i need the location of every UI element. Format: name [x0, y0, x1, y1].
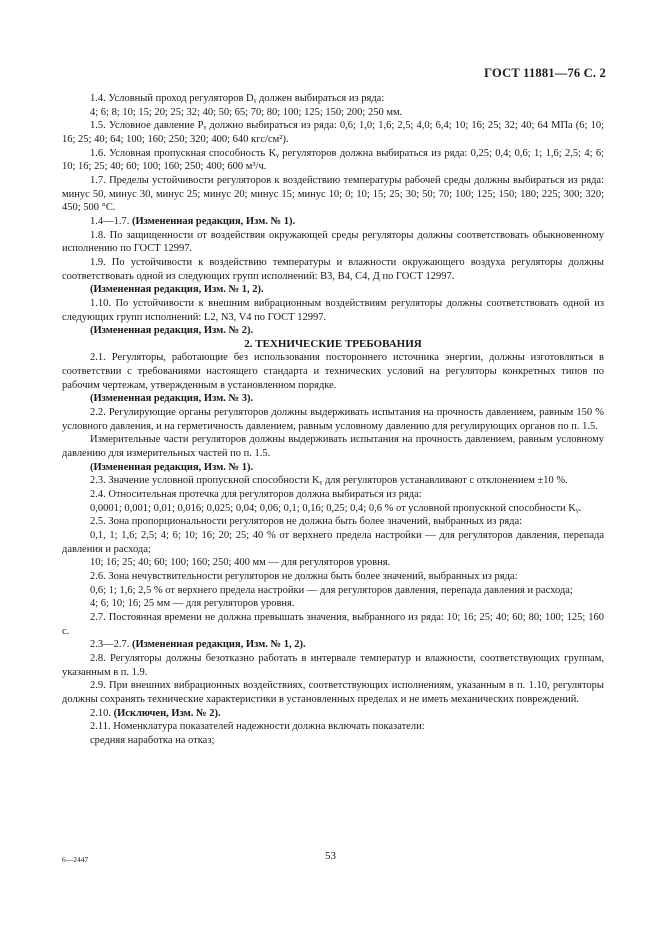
paragraph-2-1: 2.1. Регуляторы, работающие без использования постороннего источника энергии, должны изготовляться в соответствии с требованиями настоящего стандарта и технических условий на регуляторы конкретных типов по рабочим чертежам, утвержденным в установленном порядке.: [62, 352, 604, 391]
paragraph-1-10: 1.10. По устойчивости к внешним вибрационным воздействиям регуляторы должны соответствовать одной из следующих групп исполнений: L2, N3, V4 по ГОСТ 12997.: [62, 297, 604, 323]
paragraph-2-3-2-7-note: 2.3—2.7. (Измененная редакция, Изм. № 1, 2).: [90, 639, 306, 651]
paragraph-2-8: 2.8. Регуляторы должны безотказно работать в интервале температур и влажности, соответствующих группам, указанным в п. 1.9.: [62, 652, 604, 678]
paragraph-1-9-note: (Измененная редакция, Изм. № 1, 2).: [90, 284, 264, 296]
paragraph-2-2-measuring: Измерительные части регуляторов должны выдерживать испытания на прочность давлением, равным условному давлению для измерительных частей по п. 1.5.: [62, 434, 604, 460]
paragraph-2-6-values: 0,6; 1; 1,6; 2,5 % от верхнего предела настройки — для регуляторов давления, перепада давления и расхода;: [90, 584, 573, 596]
paragraph-2-10: 2.10. (Исключен, Изм. № 2).: [90, 707, 221, 719]
paragraph-2-5-level: 10; 16; 25; 40; 60; 100; 160; 250; 400 мм — для регуляторов уровня.: [90, 557, 391, 569]
footer-print-code: 6—2447: [62, 855, 89, 864]
paragraph-2-1-note: (Измененная редакция, Изм. № 3).: [90, 393, 254, 405]
paragraph-2-4-values: 0,0001; 0,001; 0,01; 0,016; 0,025; 0,04; 0,06; 0,1; 0,16; 0,25; 0,4; 0,6 % от условной пропускной способности Kᵧ.: [90, 502, 582, 514]
paragraph-2-7: 2.7. Постоянная времени не должна превышать значения, выбранного из ряда: 10; 16; 25; 40; 60; 80; 100; 125; 160 с.: [62, 611, 604, 637]
page-number: 53: [325, 850, 336, 862]
paragraph-1-8: 1.8. По защищенности от воздействия окружающей среды регуляторы должны соответствовать обыкновенному исполнению по ГОСТ 12997.: [62, 229, 604, 255]
paragraph-2-11: 2.11. Номенклатура показателей надежности должна включать показатели:: [90, 721, 425, 733]
paragraph-2-5-values: 0,1, 1; 1,6; 2,5; 4; 6; 10; 16; 20; 25; 40 % от верхнего предела настройки — для регуляторов давления, перепада давления и расхода;: [62, 530, 604, 555]
paragraph-1-7: 1.7. Пределы устойчивости регуляторов к воздействию температуры рабочей среды должны выбираться из ряда: минус 50, минус 30, минус 25; минус 20; минус 15; минус 10; 0; 10; 15; 25; 30; 50; 70; 100; 125; 150; 180; 225; 300; 320; 450; 500 °С.: [62, 174, 604, 214]
section-title: 2. ТЕХНИЧЕСКИЕ ТРЕБОВАНИЯ: [244, 337, 422, 350]
paragraph-2-5: 2.5. Зона пропорциональности регуляторов не должна быть более значений, выбранных из ряда:: [90, 516, 523, 528]
paragraph-1-4-1-7-note: 1.4—1.7. (Измененная редакция, Изм. № 1).: [90, 215, 296, 227]
paragraph-1-4: 1.4. Условный проход регуляторов Dᵧ должен выбираться из ряда:: [90, 93, 385, 104]
paragraph-2-6-level: 4; 6; 10; 16; 25 мм — для регуляторов уровня.: [90, 598, 295, 610]
paragraph-1-9: 1.9. По устойчивости к воздействию температуры и влажности окружающего воздуха регуляторы должны соответствовать одной из следующих групп исполнений: В3, В4, С4, Д по ГОСТ 12997.: [62, 256, 604, 282]
paragraph-2-2: 2.2. Регулирующие органы регуляторов должны выдерживать испытания на прочность давлением, равным 150 % условного давления, и на герметичность давлением, равным условному давлению для регулирующих органов по п. 1.5.: [62, 407, 604, 432]
paragraph-2-11-item: средняя наработка на отказ;: [90, 734, 215, 746]
page-header: ГОСТ 11881—76 С. 2: [484, 66, 606, 80]
paragraph-2-2-note: (Измененная редакция, Изм. № 1).: [90, 461, 254, 473]
document-body: [62, 92, 604, 748]
paragraph-2-4: 2.4. Относительная протечка для регуляторов должна выбираться из ряда:: [90, 489, 422, 501]
paragraph-2-3: 2.3. Значение условной пропускной способности Kᵧ для регуляторов устанавливают с отклонением ±10 %.: [90, 475, 568, 487]
paragraph-2-6: 2.6. Зона нечувствительности регуляторов не должна быть более значений, выбранных из ряда:: [90, 570, 518, 582]
paragraph-2-9: 2.9. При внешних вибрационных воздействиях, соответствующих исполнениям, указанным в п. 1.10, регуляторы должны сохранять технические характеристики в установленных пределах и не иметь механических повреждений.: [62, 680, 604, 705]
paragraph-1-4-values: 4; 6; 8; 10; 15; 20; 25; 32; 40; 50; 65; 70; 80; 100; 125; 150; 200; 250 мм.: [90, 106, 403, 118]
paragraph-1-10-note: (Измененная редакция, Изм. № 2).: [90, 325, 254, 337]
paragraph-1-6: 1.6. Условная пропускная способность Kᵧ регуляторов должна выбираться из ряда: 0,25; 0,4; 0,6; 1; 1,6; 2,5; 4; 6; 10; 16; 25; 40; 60; 100; 160; 250; 400; 600 м³/ч.: [62, 147, 604, 173]
paragraph-1-5: 1.5. Условное давление Pᵧ должно выбираться из ряда: 0,6; 1,0; 1,6; 2,5; 4,0; 6,4; 10; 16; 25; 32; 40; 64 МПа (6; 10; 16; 25; 40; 64; 100; 160; 250; 320; 400; 640 кгс/см²).: [62, 120, 604, 145]
